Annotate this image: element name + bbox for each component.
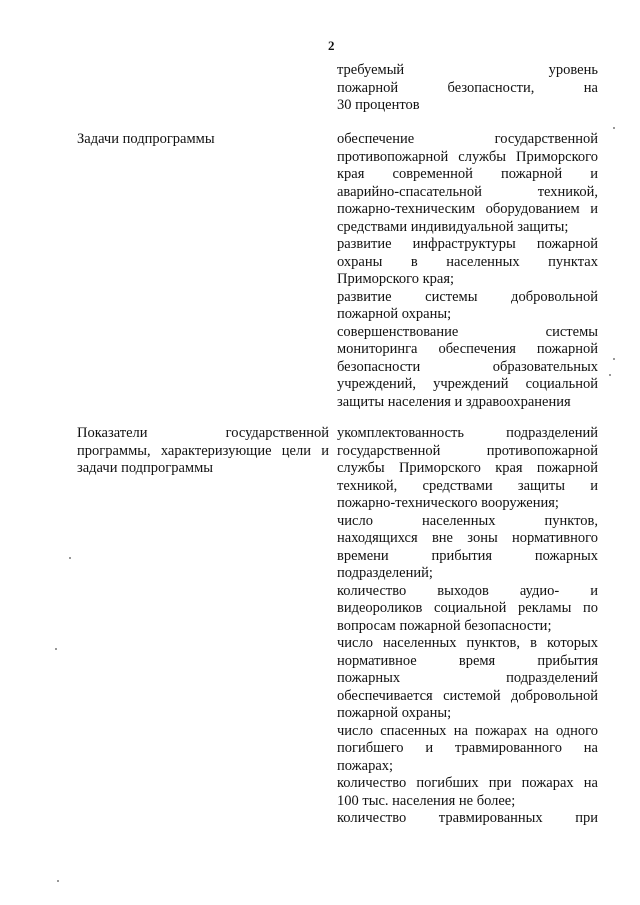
text-line: пожарах; [337, 757, 394, 774]
text-line: службы Приморского края пожарной [337, 460, 598, 476]
text-line: пожарной охраны; [337, 306, 452, 322]
text-line: видеороликов социальной рекламы по [337, 600, 598, 616]
text-line: задачи подпрограммы [77, 460, 214, 476]
scan-speck [613, 358, 615, 360]
scan-speck [57, 880, 59, 882]
text-line: защиты населения и здравоохранения [337, 393, 571, 410]
text-line: обеспечение государственной [337, 131, 598, 147]
text-line: число спасенных на пожарах на одного [337, 722, 598, 739]
text-line: погибшего и травмированного на [337, 740, 598, 756]
text-line: развитие инфраструктуры пожарной [337, 236, 598, 252]
text-line: количество погибших при пожарах на [337, 775, 598, 791]
row3-right-cell [337, 425, 598, 828]
text-line: пожарных подразделений [337, 670, 598, 686]
row1-right-cell [337, 62, 598, 115]
text-line: Приморского края; [337, 271, 455, 287]
text-line: обеспечивается системой добровольной [337, 687, 598, 704]
text-line: края современной пожарной и [337, 166, 598, 182]
row3-left-cell [77, 425, 329, 478]
row2-left-label: Задачи подпрограммы [77, 131, 215, 147]
text-line: число населенных пунктов, [337, 512, 598, 529]
text-line: вопросам пожарной безопасности; [337, 617, 552, 634]
text-line: техникой, средствами защиты и [337, 477, 598, 494]
text-line: 100 тыс. населения не более; [337, 792, 516, 809]
text-line: охраны в населенных пунктах [337, 253, 598, 270]
scan-speck [55, 648, 57, 650]
text-line: безопасности образовательных [337, 358, 598, 375]
text-line: пожарно-технического вооружения; [337, 495, 559, 511]
text-line: 30 процентов [337, 97, 420, 113]
text-line: времени прибытия пожарных [337, 547, 598, 564]
text-line: число населенных пунктов, в которых [337, 635, 598, 651]
row2-right-cell [337, 131, 598, 411]
text-line: количество травмированных при [337, 810, 598, 826]
text-line: аварийно-спасательной техникой, [337, 183, 598, 200]
text-line: пожарной безопасности, на [337, 79, 598, 96]
text-line: подразделений; [337, 565, 433, 581]
text-line: мониторинга обеспечения пожарной [337, 341, 598, 357]
text-line: укомплектованность подразделений [337, 425, 598, 441]
text-line: требуемый уровень [337, 62, 598, 78]
scan-speck [613, 127, 615, 129]
text-line: пожарно-техническим оборудованием и [337, 201, 598, 217]
text-line: количество выходов аудио- и [337, 582, 598, 599]
page-number: 2 [328, 38, 335, 53]
text-line: средствами индивидуальной защиты; [337, 218, 569, 235]
scan-speck [609, 374, 611, 376]
text-line: учреждений, учреждений социальной [337, 376, 598, 392]
text-line: совершенствование системы [337, 323, 598, 340]
text-line: развитие системы добровольной [337, 288, 598, 305]
text-line: программы, характеризующие цели и [77, 442, 329, 459]
text-line: нормативное время прибытия [337, 652, 598, 669]
text-line: Показатели государственной [77, 425, 329, 441]
text-line: противопожарной службы Приморского [337, 148, 598, 165]
text-line: находящихся вне зоны нормативного [337, 530, 598, 546]
scan-speck [69, 557, 71, 559]
text-line: пожарной охраны; [337, 705, 452, 721]
text-line: государственной противопожарной [337, 442, 598, 459]
